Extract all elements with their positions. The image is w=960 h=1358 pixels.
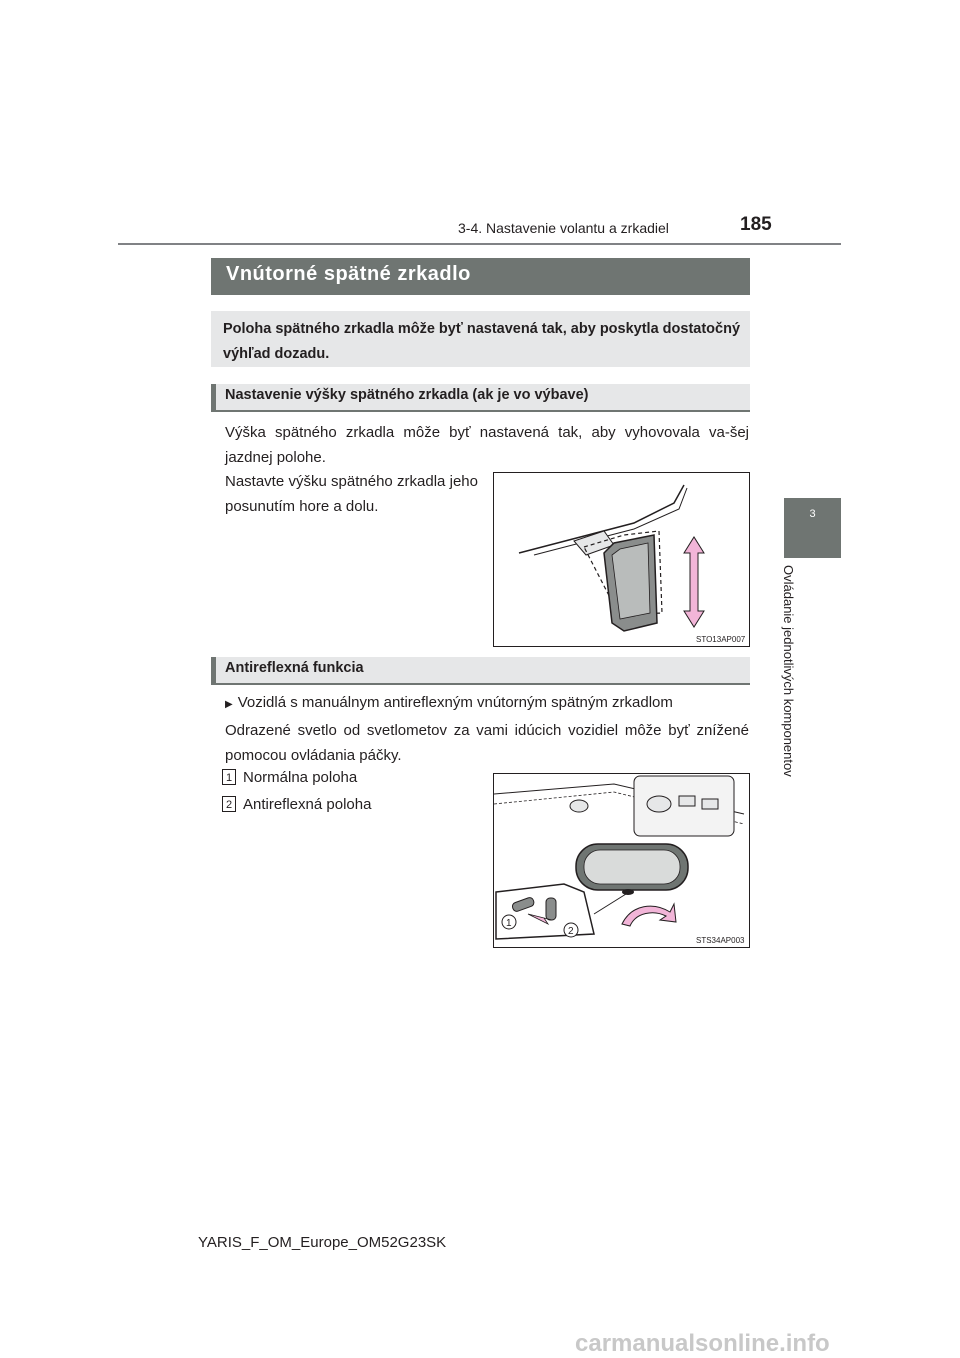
bullet-text: Vozidlá s manuálnym antireflexným vnútorným spätným zrkadlom xyxy=(237,694,673,711)
inset-number-1: 1 xyxy=(506,918,512,929)
item-number-2: 2 xyxy=(222,796,236,812)
antiglare-illustration xyxy=(494,774,749,947)
paragraph-height-adjust: Výška spätného zrkadla môže byť nastavená tak, aby vyhovovala va-šej jazdnej polohe. xyxy=(225,424,749,466)
footer-doc-id: YARIS_F_OM_Europe_OM52G23SK xyxy=(198,1234,447,1251)
figure-antiglare-lever xyxy=(493,773,750,948)
inset-number-2: 2 xyxy=(568,926,574,937)
chapter-title: Ovládanie jednotlivých komponentov xyxy=(781,565,796,777)
paragraph-height-instruction: Nastavte výšku spätného zrkadla jeho posunutím hore a dolu. xyxy=(225,473,478,515)
chapter-tab xyxy=(784,498,841,558)
figure-mirror-height xyxy=(493,472,750,647)
item-label-2: Antireflexná poloha xyxy=(243,796,372,813)
figure-code-1: STO13AP007 xyxy=(696,635,746,644)
subheading-antiglare: Antireflexná funkcia xyxy=(211,657,750,685)
chapter-number: 3 xyxy=(809,508,816,520)
item-number-1: 1 xyxy=(222,769,236,785)
watermark: carmanualsonline.info xyxy=(575,1330,830,1357)
header-rule xyxy=(118,243,841,245)
mirror-height-illustration xyxy=(494,473,749,646)
triangle-bullet-icon: ▶ xyxy=(225,699,233,710)
paragraph-antiglare: Odrazené svetlo od svetlometov za vami idúcich vozidiel môže byť znížené pomocou ovládania páčky. xyxy=(225,722,749,764)
header-section-title: 3-4. Nastavenie volantu a zrkadiel xyxy=(458,220,669,236)
intro-box: Poloha spätného zrkadla môže byť nastavená tak, aby poskytla dostatočný výhľad dozadu. xyxy=(211,311,750,367)
page-number: 185 xyxy=(740,214,772,235)
bullet-antiglare xyxy=(225,690,750,717)
subheading-height-adjust: Nastavenie výšky spätného zrkadla (ak je vo výbave) xyxy=(211,384,750,412)
item-label-1: Normálna poloha xyxy=(243,769,358,786)
section-title: Vnútorné spätné zrkadlo xyxy=(211,258,750,295)
figure-code-2: STS34AP003 xyxy=(696,936,745,945)
